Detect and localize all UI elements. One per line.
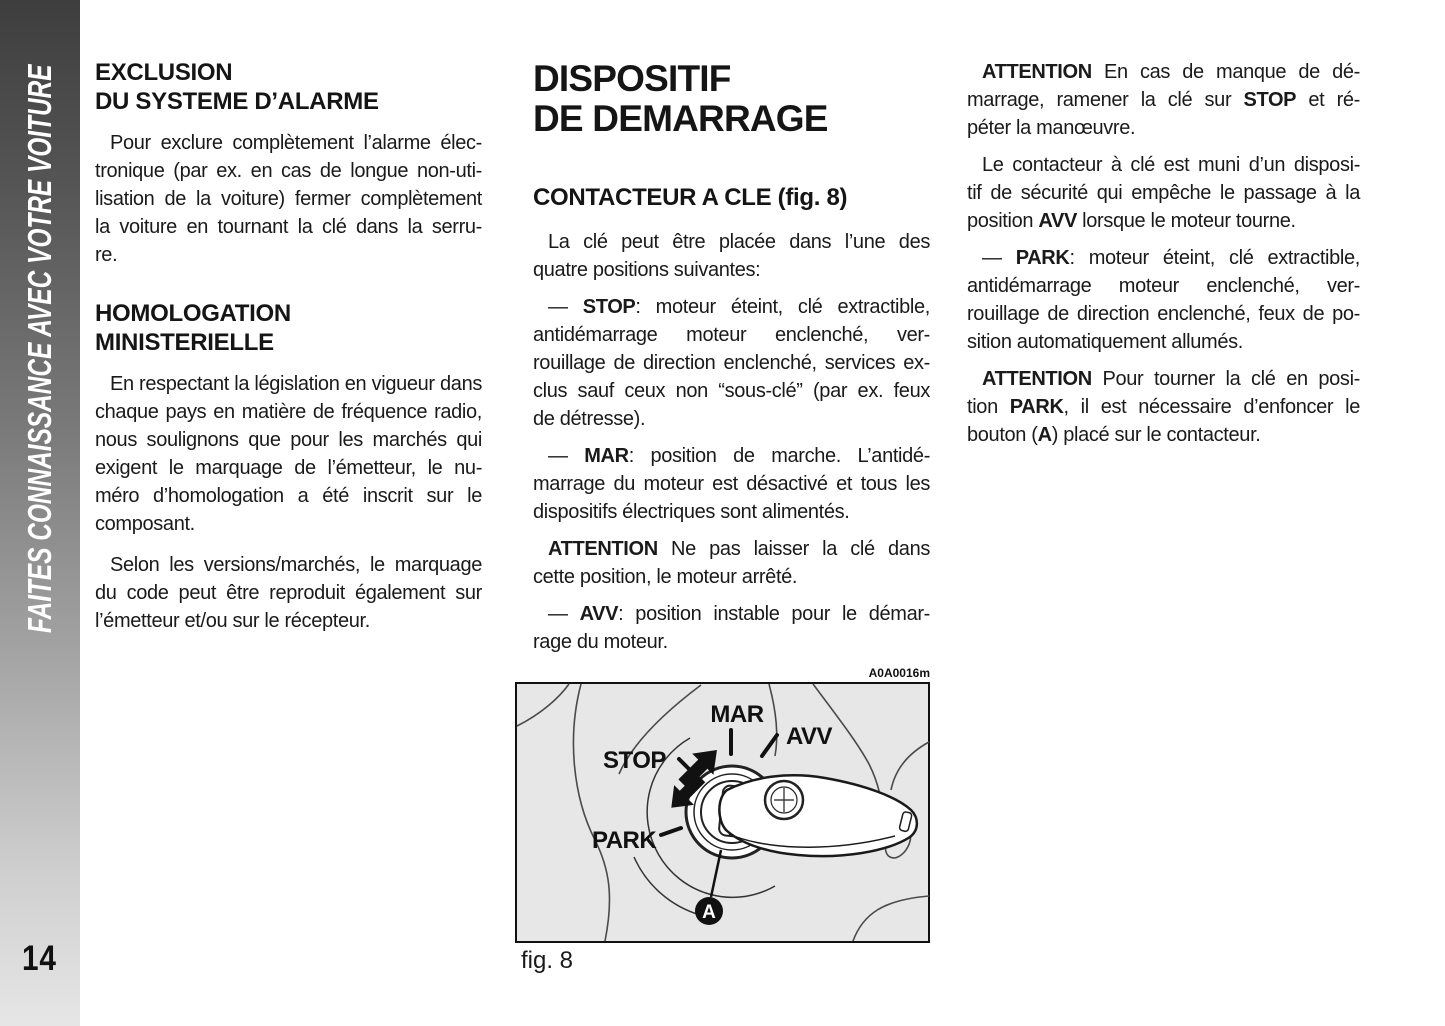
- label-mar: MAR: [710, 701, 764, 728]
- title-dispositif-demarrage: DISPOSITIF DE DEMARRAGE: [533, 58, 828, 139]
- label-a: A: [702, 902, 716, 923]
- heading-contacteur-a-cle: CONTACTEUR A CLE (fig. 8): [533, 184, 848, 211]
- paragraph-attention-cle: ATTENTION Ne pas laisser la clé dans cette position, le moteur arrêté.: [533, 538, 930, 588]
- paragraph-homologation: En respectant la législation en vigueur dans chaque pays en matière de fréquence radio, nous soulignons que pour les marchés qui exigent le marquage de l’émetteur, le nu- méro d’homologation a été inscrit sur le composant.: [95, 373, 482, 535]
- paragraph-attention-demarrage: ATTENTION En cas de manque de dé- marrage, ramener la clé sur STOP et ré- péter la manœuvre.: [967, 61, 1360, 139]
- sidebar-vertical-title: FAITES CONNAISSANCE AVEC VOTRE VOITURE: [21, 64, 58, 633]
- paragraph-mar: — MAR: position de marche. L’antidé- marrage du moteur est désactivé et tous les dispositifs électriques sont alimentés.: [533, 445, 931, 523]
- paragraph-park: — PARK: moteur éteint, clé extractible, antidémarrage moteur enclenché, ver- rouillage de direction enclenché, feux de po- sition automatiquement allumés.: [967, 247, 1360, 353]
- paragraph-attention-park: ATTENTION Pour tourner la clé en posi- tion PARK, il est nécessaire d’enfoncer le bouton (A) placé sur le contacteur.: [967, 368, 1360, 446]
- figure-8-ignition-switch: [515, 682, 930, 975]
- paragraph-cle-positions: La clé peut être placée dans l’une des quatre positions suivantes:: [533, 231, 930, 281]
- label-stop: STOP: [603, 747, 666, 774]
- paragraph-stop: — STOP: moteur éteint, clé extractible, antidémarrage moteur enclenché, ver- rouillage de direction enclenché, services ex- clus sauf ceux non “sous-clé” (par ex. feux de détresse).: [533, 296, 930, 430]
- label-park: PARK: [592, 827, 657, 854]
- column-center: [521, 55, 931, 975]
- paragraph-versions-marches: Selon les versions/marchés, le marquage du code peut être reproduit également sur l’émetteur et/ou sur le récepteur.: [95, 554, 482, 632]
- page-number: 14: [22, 939, 57, 978]
- heading-exclusion-alarme: EXCLUSION DU SYSTEME D’ALARME: [95, 59, 379, 115]
- column-left: [95, 58, 482, 635]
- paragraph-exclusion: Pour exclure complètement l’alarme élec- tronique (par ex. en cas de longue non-uti- lisation de la voiture) fermer complètement la voiture en tournant la clé dans la serru- re.: [95, 132, 482, 266]
- label-avv: AVV: [786, 723, 833, 750]
- heading-homologation: HOMOLOGATION MINISTERIELLE: [95, 300, 291, 356]
- paragraph-securite-avv: Le contacteur à clé est muni d’un disposi- tif de sécurité qui empêche le passage à la position AVV lorsque le moteur tourne.: [967, 154, 1360, 232]
- paragraph-avv: — AVV: position instable pour le démar- rage du moteur.: [533, 603, 930, 653]
- figure-caption: fig. 8: [521, 947, 574, 974]
- ignition-switch-illustration: [515, 682, 930, 943]
- figure-code-label: A0A0016m: [868, 666, 930, 680]
- column-right: [967, 58, 1360, 449]
